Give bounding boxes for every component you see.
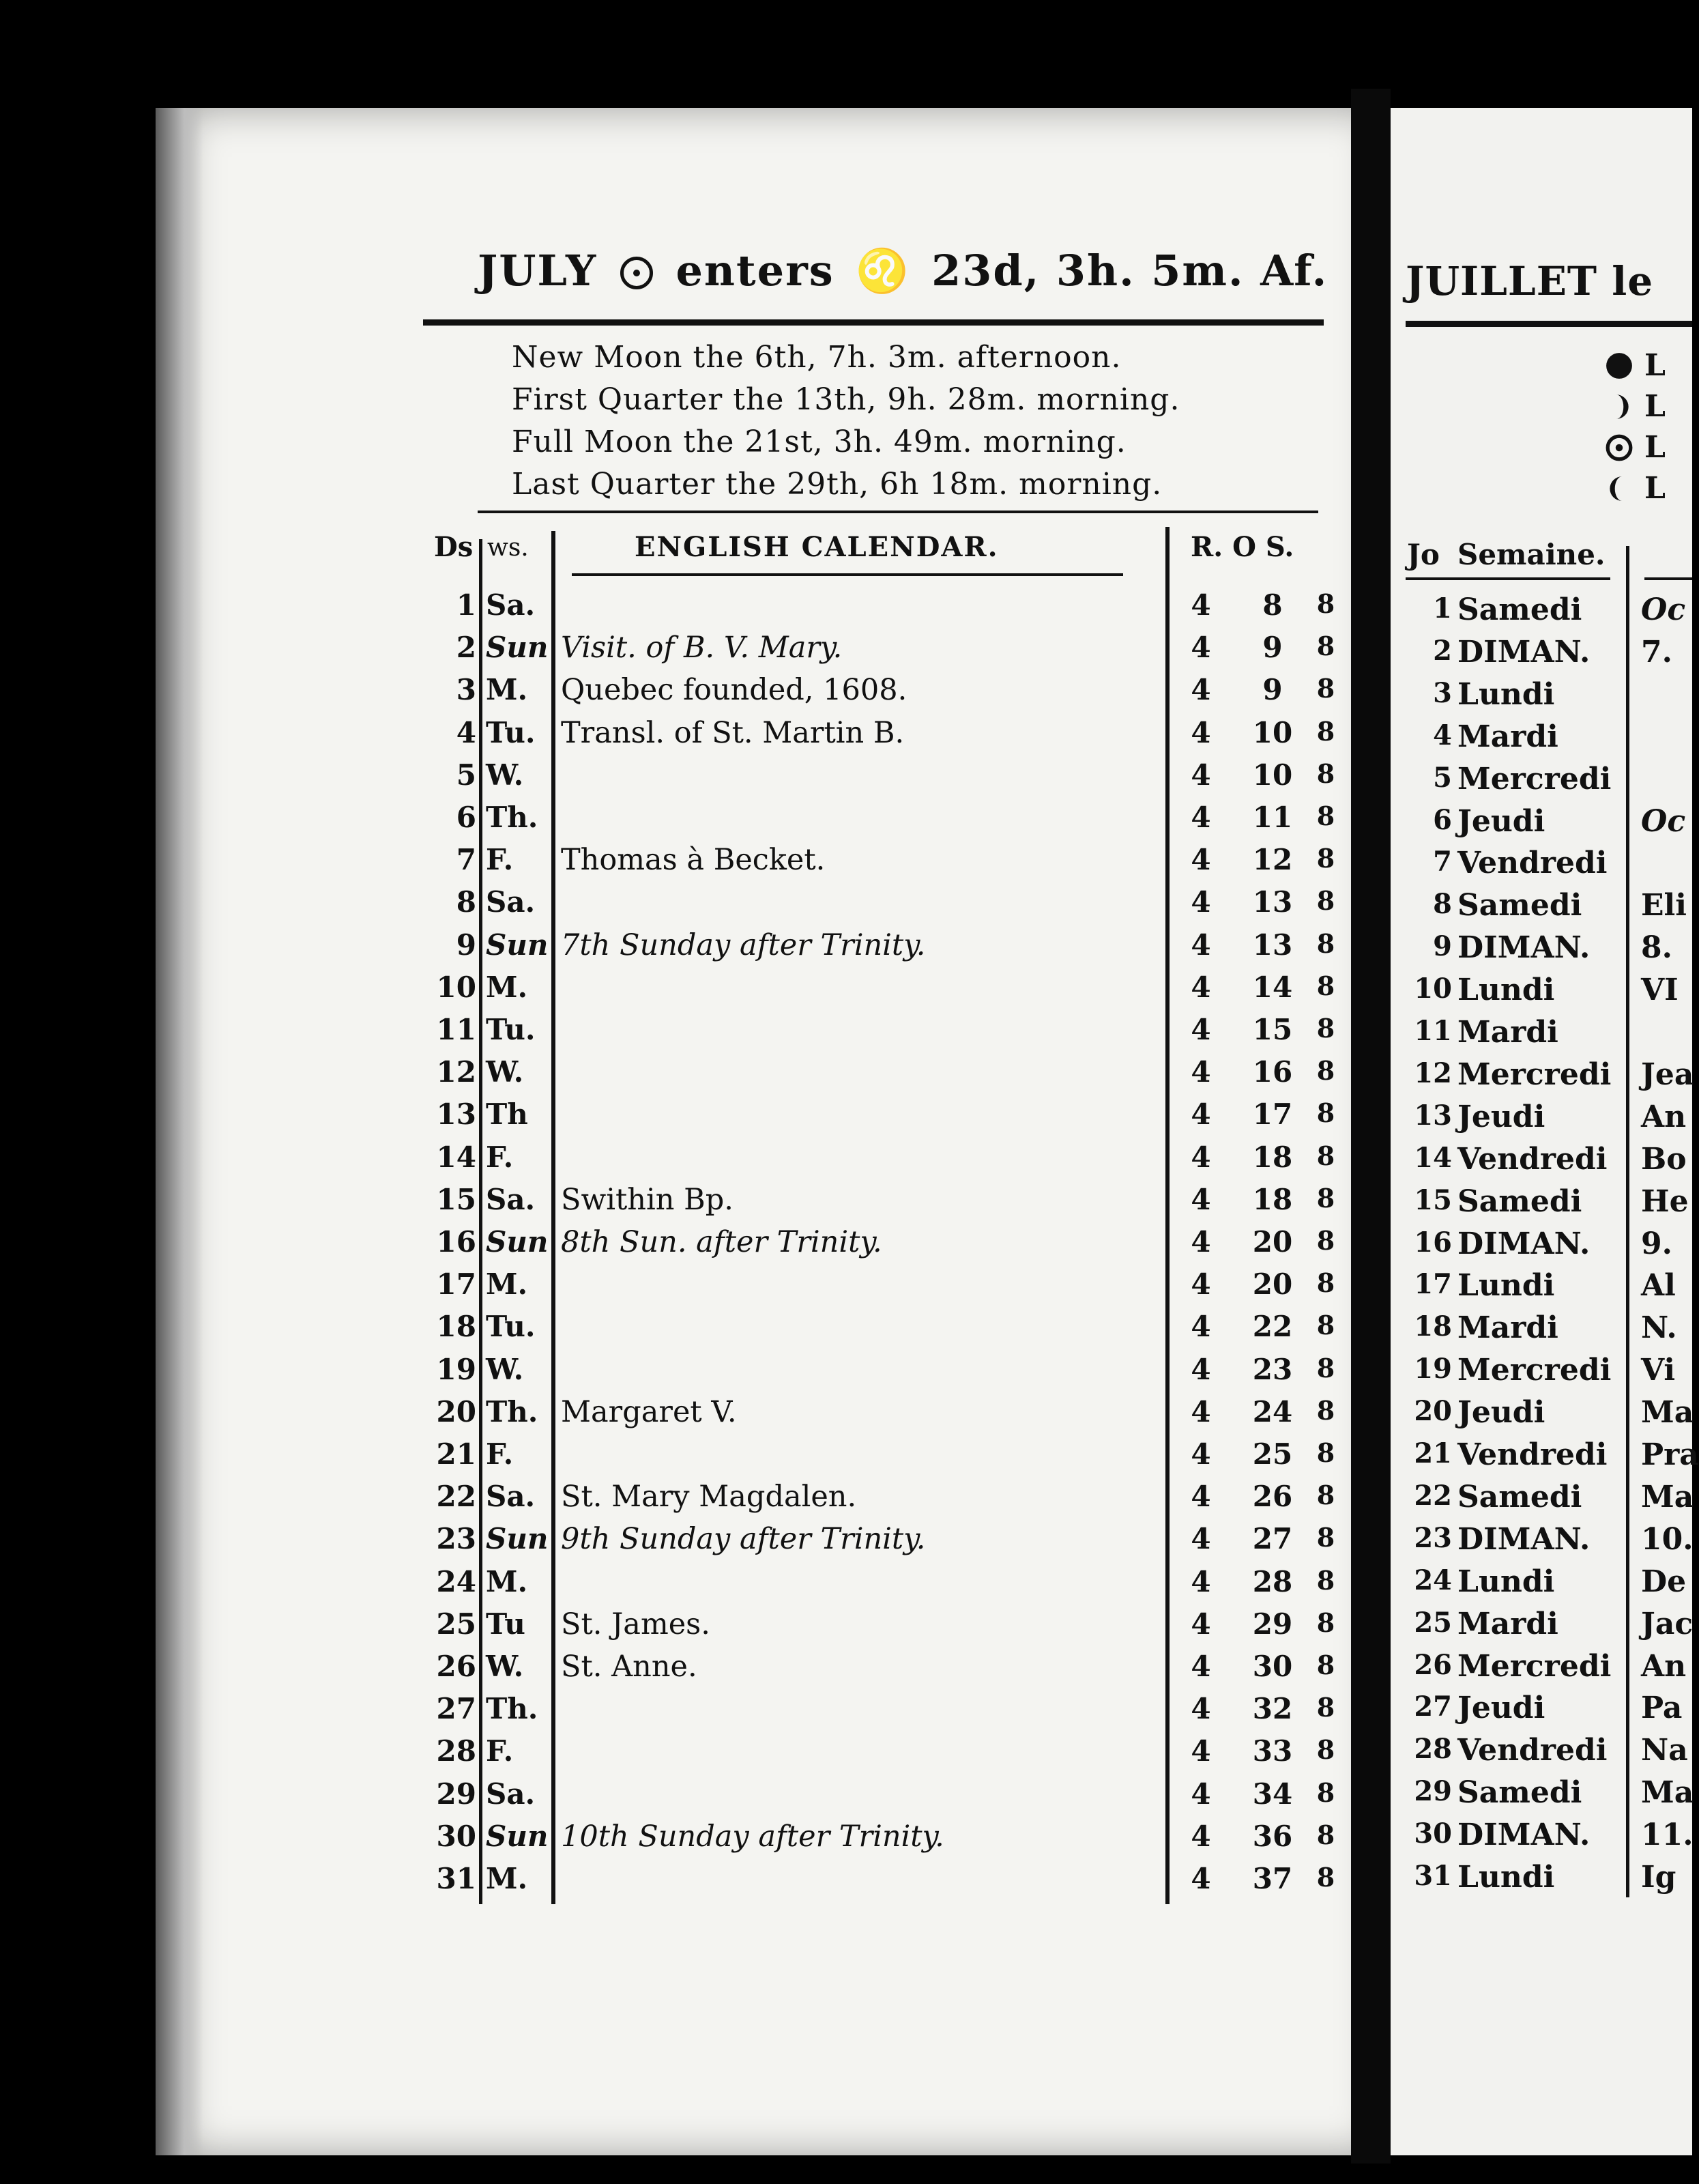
french-day-number: 5	[1433, 762, 1452, 794]
weekday: Sa.	[486, 1183, 536, 1216]
french-weekday: Mercredi	[1457, 1057, 1612, 1092]
col-header-calendar: ENGLISH CALENDAR.	[635, 531, 999, 563]
weekday: Tu.	[486, 716, 536, 749]
weekday: Th.	[486, 801, 538, 834]
sun-icon	[620, 257, 653, 289]
day-number: 6	[456, 801, 476, 834]
french-day-number: 18	[1414, 1310, 1452, 1342]
sunset-hour: 8	[1316, 928, 1335, 959]
french-event: Oc	[1641, 804, 1686, 839]
french-day-number: 19	[1414, 1353, 1452, 1385]
calendar-event: St. Mary Magdalen.	[561, 1480, 857, 1514]
sun-enters-text: enters	[676, 246, 834, 296]
sunrise-hour: 4	[1191, 843, 1211, 876]
french-day-number: 30	[1414, 1817, 1452, 1850]
sunrise-hour: 4	[1191, 1522, 1211, 1555]
day-number: 11	[436, 1013, 476, 1046]
french-event: Ma	[1641, 1395, 1694, 1430]
sunrise-minute: 14	[1252, 971, 1293, 1004]
sunrise-minute: 17	[1252, 1097, 1293, 1131]
french-day-number: 2	[1433, 635, 1452, 667]
sunrise-minute: 30	[1252, 1650, 1293, 1683]
sunrise-minute: 15	[1252, 1013, 1293, 1046]
day-number: 18	[436, 1310, 476, 1343]
french-weekday: Lundi	[1457, 1564, 1555, 1599]
sunset-hour: 8	[1316, 1097, 1335, 1128]
full-moon-icon	[1605, 433, 1633, 462]
french-day-number: 23	[1414, 1522, 1452, 1554]
french-weekday: Lundi	[1457, 1268, 1555, 1303]
french-event: 9.	[1641, 1226, 1672, 1261]
weekday: F.	[486, 843, 514, 876]
french-day-number: 27	[1414, 1691, 1452, 1723]
sunrise-minute: 28	[1252, 1565, 1293, 1598]
sunrise-minute: 10	[1252, 758, 1293, 792]
french-day-number: 8	[1433, 888, 1452, 920]
french-event: Oc	[1641, 592, 1686, 627]
french-weekday: Vendredi	[1457, 1142, 1608, 1177]
weekday: Th.	[486, 1395, 538, 1428]
day-number: 1	[456, 588, 476, 622]
weekday: Th.	[486, 1692, 538, 1725]
day-number: 21	[436, 1437, 476, 1471]
sunrise-minute: 29	[1252, 1607, 1293, 1641]
french-day-number: 25	[1414, 1607, 1452, 1639]
french-event: Na	[1641, 1733, 1688, 1768]
last-quarter-icon	[1605, 474, 1633, 503]
french-event: Pra	[1641, 1437, 1699, 1472]
french-event: Ma	[1641, 1775, 1694, 1810]
sunset-hour: 8	[1316, 1650, 1335, 1680]
sunrise-minute: 9	[1262, 631, 1283, 664]
french-event: Bo	[1641, 1142, 1687, 1177]
col-header-sun: R. O S.	[1191, 531, 1294, 563]
weekday: Th	[486, 1097, 528, 1131]
french-event: Jea	[1641, 1057, 1694, 1092]
sunset-hour: 8	[1316, 588, 1335, 619]
moon-phase-last-quarter: Last Quarter the 29th, 6h 18m. morning.	[512, 467, 1163, 502]
sunset-hour: 8	[1316, 1692, 1335, 1723]
french-phase-label: L	[1644, 348, 1666, 383]
french-day-number: 24	[1414, 1564, 1452, 1596]
calendar-event: 9th Sunday after Trinity.	[561, 1522, 926, 1556]
sunrise-hour: 4	[1191, 928, 1211, 962]
sunrise-minute: 20	[1252, 1225, 1293, 1259]
sunset-hour: 8	[1316, 1437, 1335, 1468]
french-col-day: Jo	[1407, 538, 1440, 571]
day-number: 17	[436, 1267, 476, 1301]
sunrise-minute: 24	[1252, 1395, 1293, 1428]
month-title: JULY	[478, 246, 598, 296]
sunrise-hour: 4	[1191, 1437, 1211, 1471]
day-number: 27	[436, 1692, 476, 1725]
weekday: Sa.	[486, 588, 536, 622]
french-day-number: 21	[1414, 1437, 1452, 1469]
day-number: 15	[436, 1183, 476, 1216]
french-day-number: 15	[1414, 1184, 1452, 1216]
weekday: Sa.	[486, 1777, 536, 1811]
sunrise-hour: 4	[1191, 1097, 1211, 1131]
french-weekday: Mercredi	[1457, 762, 1612, 796]
weekday: Sun	[486, 1225, 549, 1259]
french-event: An	[1641, 1649, 1687, 1684]
french-event: An	[1641, 1100, 1687, 1134]
day-number: 30	[436, 1820, 476, 1853]
french-event: Jac	[1641, 1607, 1694, 1641]
french-weekday: DIMAN.	[1457, 1817, 1591, 1852]
day-number: 14	[436, 1140, 476, 1174]
col-header-weekdays: ws.	[487, 534, 529, 562]
weekday: Sa.	[486, 1480, 536, 1513]
french-month-title: JUILLET le	[1406, 258, 1654, 304]
sunset-hour: 8	[1316, 758, 1335, 789]
french-event: De	[1641, 1564, 1687, 1599]
french-event: 10.	[1641, 1522, 1694, 1557]
header-rule	[423, 319, 1324, 326]
french-day-number: 11	[1414, 1015, 1452, 1047]
french-weekday: Vendredi	[1457, 1733, 1608, 1768]
french-day-number: 3	[1433, 677, 1452, 709]
french-day-number: 20	[1414, 1395, 1452, 1427]
french-weekday: Lundi	[1457, 973, 1555, 1007]
french-col-week: Semaine.	[1457, 538, 1606, 571]
calendar-event: Transl. of St. Martin B.	[561, 716, 905, 750]
french-weekday: Samedi	[1457, 1775, 1582, 1810]
sunrise-minute: 8	[1262, 588, 1283, 622]
french-phase-label: L	[1644, 430, 1666, 465]
sunrise-hour: 4	[1191, 1267, 1211, 1301]
day-number: 5	[456, 758, 476, 792]
french-day-number: 17	[1414, 1268, 1452, 1300]
weekday: W.	[486, 1650, 524, 1683]
french-day-number: 31	[1414, 1860, 1452, 1892]
sunset-hour: 8	[1316, 1310, 1335, 1340]
french-event: 11.	[1641, 1817, 1694, 1852]
weekday: F.	[486, 1734, 514, 1768]
sunset-hour: 8	[1316, 1734, 1335, 1765]
sunrise-hour: 4	[1191, 971, 1211, 1004]
sunrise-minute: 9	[1262, 673, 1283, 706]
calendar-event: 7th Sunday after Trinity.	[561, 928, 926, 962]
day-number: 26	[436, 1650, 476, 1683]
french-phase-label: L	[1644, 389, 1666, 424]
calendar-event: Swithin Bp.	[561, 1183, 734, 1217]
french-weekday: Vendredi	[1457, 1437, 1608, 1472]
french-weekday: Mardi	[1457, 1607, 1558, 1641]
day-number: 24	[436, 1565, 476, 1598]
sunrise-hour: 4	[1191, 1650, 1211, 1683]
sunrise-minute: 33	[1252, 1734, 1293, 1768]
french-phase-label: L	[1644, 471, 1666, 506]
sunrise-hour: 4	[1191, 1353, 1211, 1386]
day-number: 31	[436, 1862, 476, 1895]
rule-weekdays	[551, 531, 555, 1904]
french-weekday: Samedi	[1457, 1184, 1582, 1219]
french-event: 8.	[1641, 930, 1672, 965]
calendar-event: 8th Sun. after Trinity.	[561, 1225, 882, 1259]
french-weekday: Samedi	[1457, 592, 1582, 627]
sunset-hour: 8	[1316, 1607, 1335, 1638]
french-day-number: 26	[1414, 1649, 1452, 1681]
french-day-number: 28	[1414, 1733, 1452, 1765]
day-number: 22	[436, 1480, 476, 1513]
french-event: VI	[1641, 973, 1679, 1007]
sunrise-hour: 4	[1191, 1862, 1211, 1895]
day-number: 19	[436, 1353, 476, 1386]
french-weekday: DIMAN.	[1457, 1226, 1591, 1261]
sunset-hour: 8	[1316, 843, 1335, 874]
french-event: Eli	[1641, 888, 1687, 923]
sunrise-hour: 4	[1191, 1225, 1211, 1259]
french-weekday: Jeudi	[1457, 804, 1545, 839]
calendar-event: Margaret V.	[561, 1395, 737, 1429]
sunrise-hour: 4	[1191, 1480, 1211, 1513]
sunrise-hour: 4	[1191, 1692, 1211, 1725]
french-day-number: 13	[1414, 1100, 1452, 1132]
calendar-event: Visit. of B. V. Mary.	[561, 631, 843, 665]
day-number: 28	[436, 1734, 476, 1768]
sunset-hour: 8	[1316, 1522, 1335, 1553]
day-number: 25	[436, 1607, 476, 1641]
sunrise-minute: 18	[1252, 1183, 1293, 1216]
day-number: 16	[436, 1225, 476, 1259]
day-number: 7	[456, 843, 476, 876]
sunset-hour: 8	[1316, 1055, 1335, 1086]
weekday: W.	[486, 1055, 524, 1089]
sunrise-hour: 4	[1191, 1395, 1211, 1428]
first-quarter-icon	[1605, 392, 1633, 421]
sunset-hour: 8	[1316, 885, 1335, 916]
sunrise-minute: 22	[1252, 1310, 1293, 1343]
french-col-rule-2	[1644, 577, 1692, 580]
weekday: Tu.	[486, 1310, 536, 1343]
sunrise-hour: 4	[1191, 1183, 1211, 1216]
french-week-rule	[1626, 546, 1629, 1897]
french-weekday: Lundi	[1457, 1860, 1555, 1895]
french-weekday: DIMAN.	[1457, 635, 1591, 670]
french-weekday: Samedi	[1457, 888, 1582, 923]
french-day-number: 22	[1414, 1480, 1452, 1512]
weekday: M.	[486, 971, 528, 1004]
french-event: He	[1641, 1184, 1689, 1219]
calendar-event: 10th Sunday after Trinity.	[561, 1820, 944, 1854]
sunrise-hour: 4	[1191, 673, 1211, 706]
french-weekday: Lundi	[1457, 677, 1555, 712]
french-weekday: Mardi	[1457, 719, 1558, 754]
sunset-hour: 8	[1316, 1820, 1335, 1850]
french-day-number: 6	[1433, 804, 1452, 836]
day-number: 13	[436, 1097, 476, 1131]
french-day-number: 16	[1414, 1226, 1452, 1259]
french-weekday: Jeudi	[1457, 1395, 1545, 1430]
french-header-rule	[1406, 321, 1692, 327]
weekday: Sun	[486, 928, 549, 962]
sunset-hour: 8	[1316, 971, 1335, 1001]
sunrise-minute: 20	[1252, 1267, 1293, 1301]
sun-ingress-time: 23d, 3h. 5m. Af.	[931, 246, 1328, 296]
new-moon-icon	[1605, 351, 1633, 380]
weekday: F.	[486, 1437, 514, 1471]
sunset-hour: 8	[1316, 1140, 1335, 1171]
sunset-hour: 8	[1316, 801, 1335, 831]
weekday: Sun	[486, 1820, 549, 1853]
day-number: 9	[456, 928, 476, 962]
sunrise-hour: 4	[1191, 588, 1211, 622]
sunrise-hour: 4	[1191, 1013, 1211, 1046]
col-header-days: Ds	[434, 531, 474, 563]
sunset-hour: 8	[1316, 1267, 1335, 1298]
sunrise-hour: 4	[1191, 631, 1211, 664]
sunset-hour: 8	[1316, 1565, 1335, 1596]
moon-phase-first-quarter: First Quarter the 13th, 9h. 28m. morning.	[512, 382, 1180, 417]
day-number: 20	[436, 1395, 476, 1428]
sunrise-minute: 26	[1252, 1480, 1293, 1513]
sunrise-hour: 4	[1191, 1055, 1211, 1089]
french-weekday: DIMAN.	[1457, 1522, 1591, 1557]
french-event: Ig	[1641, 1860, 1676, 1895]
calendar-event: St. Anne.	[561, 1650, 697, 1684]
french-weekday: Jeudi	[1457, 1100, 1545, 1134]
weekday: Sa.	[486, 885, 536, 919]
french-weekday: Mercredi	[1457, 1353, 1612, 1388]
sunrise-minute: 23	[1252, 1353, 1293, 1386]
weekday: F.	[486, 1140, 514, 1174]
french-weekday: Mercredi	[1457, 1649, 1612, 1684]
french-day-number: 14	[1414, 1142, 1452, 1174]
french-weekday: Vendredi	[1457, 846, 1608, 880]
weekday: M.	[486, 1862, 528, 1895]
french-weekday: Mardi	[1457, 1310, 1558, 1345]
moon-phase-full: Full Moon the 21st, 3h. 49m. morning.	[512, 425, 1127, 459]
sunrise-minute: 32	[1252, 1692, 1293, 1725]
french-event: 7.	[1641, 635, 1672, 670]
french-day-number: 7	[1433, 846, 1452, 878]
day-number: 4	[456, 716, 476, 749]
calendar-event: Thomas à Becket.	[561, 843, 826, 877]
book-gutter	[1351, 89, 1391, 2164]
weekday: M.	[486, 1267, 528, 1301]
french-day-number: 1	[1433, 592, 1452, 624]
sunrise-hour: 4	[1191, 1607, 1211, 1641]
weekday: M.	[486, 673, 528, 706]
sunrise-hour: 4	[1191, 801, 1211, 834]
french-weekday: DIMAN.	[1457, 930, 1591, 965]
french-col-rule	[1406, 577, 1610, 580]
sunrise-minute: 25	[1252, 1437, 1293, 1471]
page-edge-shadow	[156, 108, 203, 2155]
french-event: Vi	[1641, 1353, 1676, 1388]
day-number: 29	[436, 1777, 476, 1811]
month-header	[478, 246, 1328, 296]
rule-days	[479, 539, 482, 1904]
day-number: 8	[456, 885, 476, 919]
french-weekday: Mardi	[1457, 1015, 1558, 1050]
sunrise-hour: 4	[1191, 1310, 1211, 1343]
french-event: Ma	[1641, 1480, 1694, 1514]
sunrise-hour: 4	[1191, 885, 1211, 919]
sunrise-minute: 13	[1252, 928, 1293, 962]
weekday: Tu	[486, 1607, 525, 1641]
sunrise-minute: 13	[1252, 885, 1293, 919]
weekday: Sun	[486, 1522, 549, 1555]
sunrise-minute: 10	[1252, 716, 1293, 749]
day-number: 12	[436, 1055, 476, 1089]
calendar-event: St. James.	[561, 1607, 710, 1641]
rule-calendar	[1165, 527, 1170, 1904]
sunset-hour: 8	[1316, 1013, 1335, 1044]
sunrise-minute: 34	[1252, 1777, 1293, 1811]
sunset-hour: 8	[1316, 1183, 1335, 1213]
weekday: Tu.	[486, 1013, 536, 1046]
sunrise-minute: 18	[1252, 1140, 1293, 1174]
french-day-number: 12	[1414, 1057, 1452, 1089]
weekday: Sun	[486, 631, 549, 664]
sunrise-minute: 36	[1252, 1820, 1293, 1853]
sunrise-hour: 4	[1191, 1777, 1211, 1811]
phases-rule	[478, 511, 1318, 513]
french-weekday: Samedi	[1457, 1480, 1582, 1514]
sunset-hour: 8	[1316, 1480, 1335, 1510]
day-number: 10	[436, 971, 476, 1004]
weekday: M.	[486, 1565, 528, 1598]
moon-phase-new: New Moon the 6th, 7h. 3m. afternoon.	[512, 340, 1122, 375]
french-event: Pa	[1641, 1691, 1683, 1725]
leo-sign-icon: ♌	[856, 246, 910, 296]
sunset-hour: 8	[1316, 631, 1335, 661]
sunrise-hour: 4	[1191, 1734, 1211, 1768]
french-weekday: Jeudi	[1457, 1691, 1545, 1725]
day-number: 2	[456, 631, 476, 664]
french-day-number: 29	[1414, 1775, 1452, 1807]
sunrise-hour: 4	[1191, 1820, 1211, 1853]
french-event: Al	[1641, 1268, 1676, 1303]
sunset-hour: 8	[1316, 1862, 1335, 1893]
calendar-header-rule	[572, 573, 1123, 576]
sunset-hour: 8	[1316, 1353, 1335, 1383]
sunset-hour: 8	[1316, 1395, 1335, 1426]
sunrise-minute: 11	[1252, 801, 1293, 834]
french-day-number: 10	[1414, 973, 1452, 1005]
sunset-hour: 8	[1316, 1225, 1335, 1256]
sunset-hour: 8	[1316, 1777, 1335, 1808]
sunset-hour: 8	[1316, 716, 1335, 747]
sunset-hour: 8	[1316, 673, 1335, 704]
sunrise-minute: 37	[1252, 1862, 1293, 1895]
french-day-number: 4	[1433, 719, 1452, 751]
weekday: W.	[486, 1353, 524, 1386]
sunrise-hour: 4	[1191, 1565, 1211, 1598]
day-number: 23	[436, 1522, 476, 1555]
french-event: N.	[1641, 1310, 1677, 1345]
weekday: W.	[486, 758, 524, 792]
sunrise-hour: 4	[1191, 1140, 1211, 1174]
french-day-number: 9	[1433, 930, 1452, 962]
sunrise-minute: 12	[1252, 843, 1293, 876]
sunrise-hour: 4	[1191, 758, 1211, 792]
sunrise-minute: 27	[1252, 1522, 1293, 1555]
sunrise-hour: 4	[1191, 716, 1211, 749]
day-number: 3	[456, 673, 476, 706]
calendar-event: Quebec founded, 1608.	[561, 673, 907, 707]
sunrise-minute: 16	[1252, 1055, 1293, 1089]
